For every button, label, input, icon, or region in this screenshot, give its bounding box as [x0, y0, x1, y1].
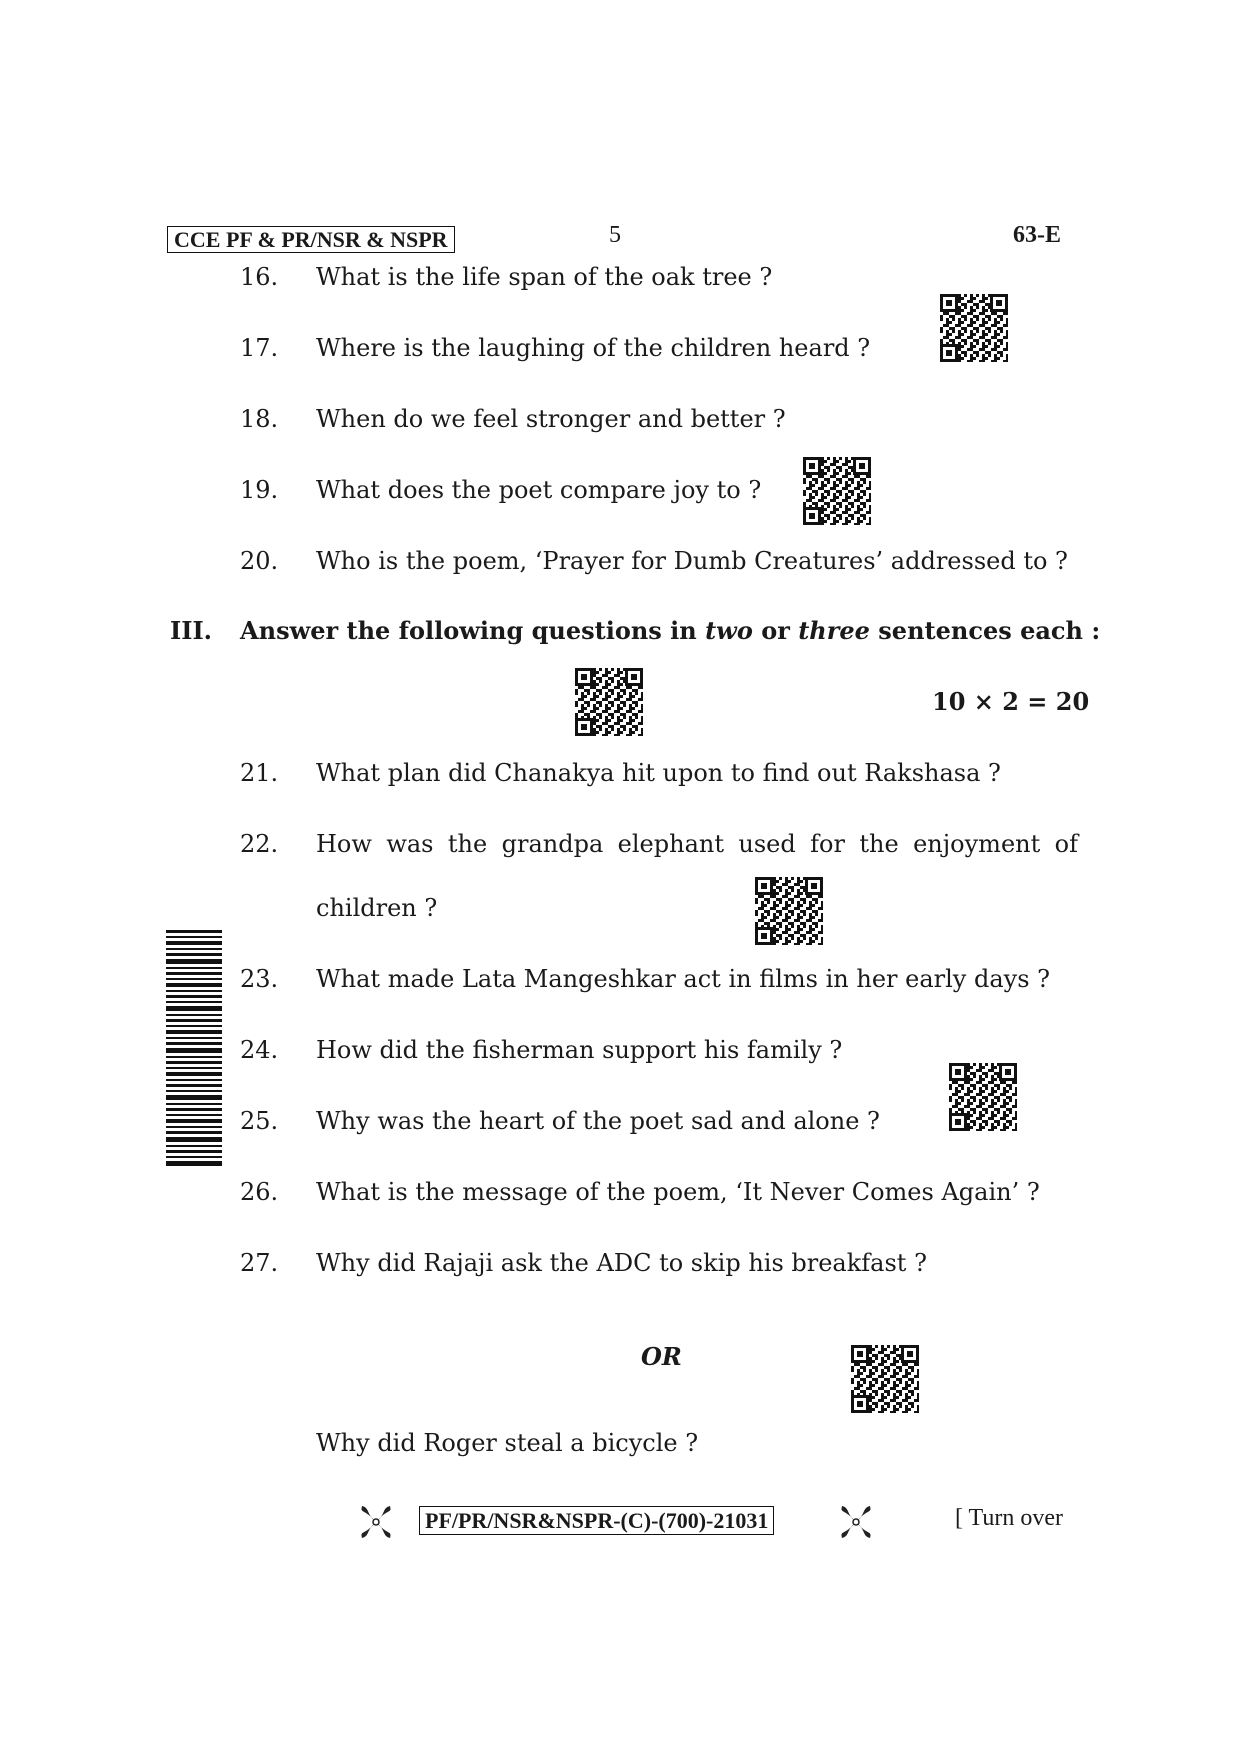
question-text: How did the fisherman support his family ? [316, 1036, 843, 1064]
or-label: OR [641, 1342, 682, 1371]
question-number: 24. [240, 1036, 279, 1064]
question-text-continued: children ? [316, 894, 438, 922]
paper-code: 63-E [1013, 222, 1061, 248]
qr-code [851, 1345, 919, 1413]
question-text: Why did Rajaji ask the ADC to skip his breakfast ? [316, 1249, 927, 1277]
footer-code-box: PF/PR/NSR&NSPR-(C)-(700)-21031 [419, 1506, 774, 1535]
qr-code [803, 457, 871, 525]
turn-over-label: [ Turn over [955, 1505, 1064, 1531]
question-text: When do we feel stronger and better ? [316, 405, 786, 433]
qr-code [949, 1063, 1017, 1131]
question-number: 23. [240, 965, 279, 993]
question-number: 21. [240, 759, 279, 787]
question-number: 22. [240, 830, 279, 858]
barcode [166, 930, 222, 1166]
question-text: What is the message of the poem, ‘It Never Comes Again’ ? [316, 1178, 1040, 1206]
page-number: 5 [609, 222, 621, 248]
question-text: What does the poet compare joy to ? [316, 476, 762, 504]
question-number: 17. [240, 334, 279, 362]
section-instruction: Answer the following questions in two or three sentences each : [240, 616, 1101, 645]
question-number: 26. [240, 1178, 279, 1206]
question-text: What is the life span of the oak tree ? [316, 263, 773, 291]
qr-code [940, 294, 1008, 362]
ornament-icon [838, 1504, 874, 1540]
question-text: Where is the laughing of the children heard ? [316, 334, 871, 362]
section-marks: 10 × 2 = 20 [932, 687, 1090, 716]
question-number: 27. [240, 1249, 279, 1277]
question-text: Who is the poem, ‘Prayer for Dumb Creatures’ addressed to ? [316, 547, 1068, 575]
series-box: CCE PF & PR/NSR & NSPR [167, 226, 455, 253]
question-text: What made Lata Mangeshkar act in films in her early days ? [316, 965, 1051, 993]
question-text: How was the grandpa elephant used for the enjoyment of [316, 830, 1078, 858]
question-number: 20. [240, 547, 279, 575]
question-number: 19. [240, 476, 279, 504]
question-text: What plan did Chanakya hit upon to find out Rakshasa ? [316, 759, 1001, 787]
alternative-question-text: Why did Roger steal a bicycle ? [316, 1429, 699, 1457]
qr-code [755, 877, 823, 945]
qr-code [575, 668, 643, 736]
question-number: 16. [240, 263, 279, 291]
question-number: 25. [240, 1107, 279, 1135]
question-text: Why was the heart of the poet sad and alone ? [316, 1107, 880, 1135]
section-number: III. [170, 616, 213, 645]
question-number: 18. [240, 405, 279, 433]
ornament-icon [358, 1504, 394, 1540]
